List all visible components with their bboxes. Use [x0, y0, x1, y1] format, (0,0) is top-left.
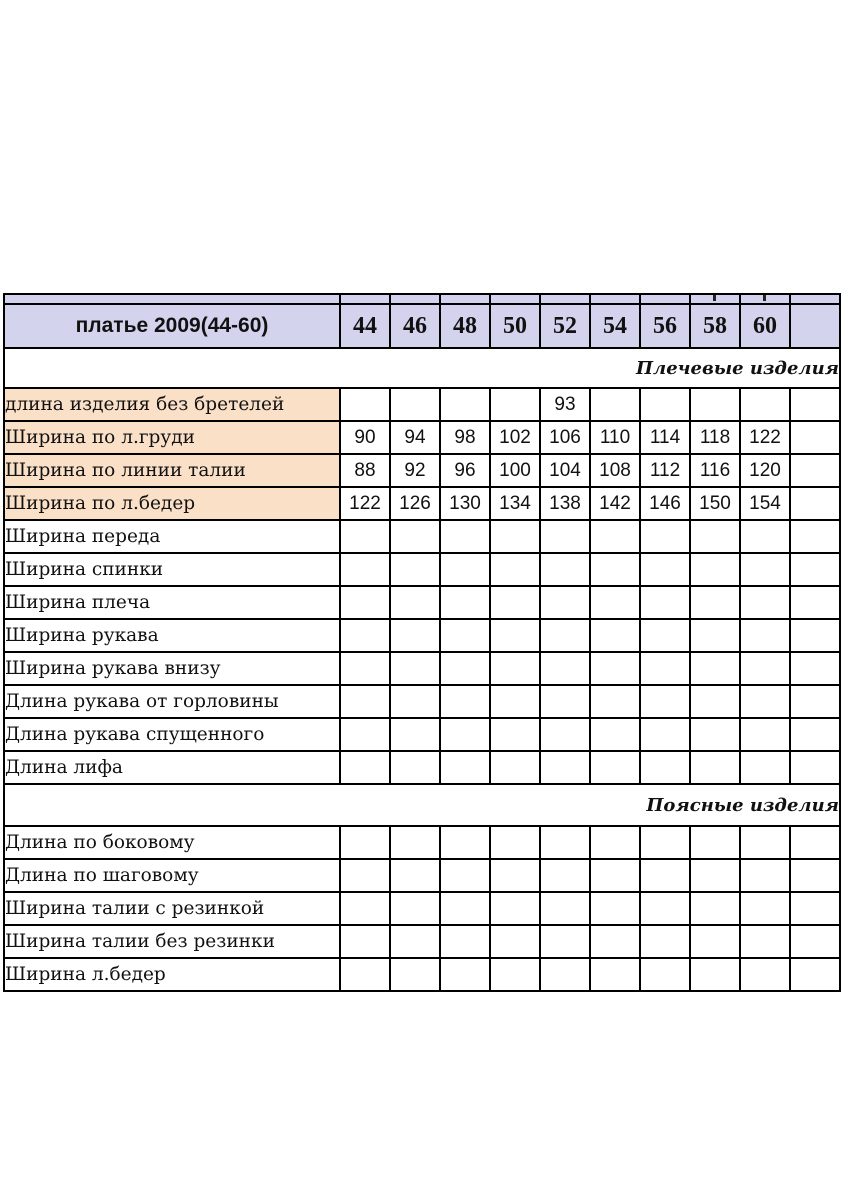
measurement-value-46 — [390, 826, 440, 859]
measurement-value-48 — [440, 751, 490, 784]
measurement-value-56 — [640, 892, 690, 925]
table-row — [4, 388, 840, 421]
measurement-value-60: 120 — [740, 454, 790, 487]
measurement-value-52 — [540, 958, 590, 991]
measurement-value-48 — [440, 859, 490, 892]
measurement-label: Ширина рукава — [4, 619, 340, 652]
size-chart-sheet — [3, 293, 839, 1023]
measurement-value-58 — [690, 685, 740, 718]
header-strip-cell — [790, 294, 840, 304]
measurement-value-54: 110 — [590, 421, 640, 454]
measurement-value-56 — [640, 520, 690, 553]
measurement-value-48: 96 — [440, 454, 490, 487]
table-body — [4, 294, 840, 991]
size-header-44: 44 — [340, 304, 390, 348]
measurement-value-44 — [340, 925, 390, 958]
measurement-value-50: 100 — [490, 454, 540, 487]
measurement-value-50 — [490, 859, 540, 892]
measurement-label: Ширина спинки — [4, 553, 340, 586]
header-strip-cell — [590, 294, 640, 304]
row-extra-cell — [790, 454, 840, 487]
table-row — [4, 826, 840, 859]
measurement-value-58: 118 — [690, 421, 740, 454]
measurement-value-48 — [440, 388, 490, 421]
measurement-value-50 — [490, 826, 540, 859]
measurement-value-60 — [740, 619, 790, 652]
measurement-value-46 — [390, 751, 440, 784]
measurement-value-52 — [540, 751, 590, 784]
row-extra-cell — [790, 652, 840, 685]
measurement-value-52 — [540, 652, 590, 685]
measurement-value-52 — [540, 553, 590, 586]
size-header-56: 56 — [640, 304, 690, 348]
measurement-value-52: 106 — [540, 421, 590, 454]
measurement-value-50: 134 — [490, 487, 540, 520]
measurement-label: Ширина рукава внизу — [4, 652, 340, 685]
size-header-46: 46 — [390, 304, 440, 348]
measurement-value-60 — [740, 553, 790, 586]
measurement-value-56 — [640, 685, 690, 718]
table-row — [4, 619, 840, 652]
measurement-value-58 — [690, 958, 740, 991]
measurement-value-58: 116 — [690, 454, 740, 487]
measurement-value-50 — [490, 685, 540, 718]
section-row — [4, 348, 840, 388]
measurement-label: Длина по шаговому — [4, 859, 340, 892]
measurement-value-58 — [690, 388, 740, 421]
measurement-value-52 — [540, 718, 590, 751]
measurement-value-58 — [690, 892, 740, 925]
measurement-value-56 — [640, 388, 690, 421]
measurement-value-56 — [640, 826, 690, 859]
measurement-value-60 — [740, 958, 790, 991]
measurement-value-58 — [690, 652, 740, 685]
measurement-value-58 — [690, 826, 740, 859]
measurement-value-48 — [440, 652, 490, 685]
measurement-value-44 — [340, 586, 390, 619]
measurement-value-44: 88 — [340, 454, 390, 487]
measurement-value-54 — [590, 958, 640, 991]
measurement-value-54 — [590, 619, 640, 652]
row-extra-cell — [790, 925, 840, 958]
measurement-value-60: 122 — [740, 421, 790, 454]
table-title: платье 2009(44-60) — [4, 304, 340, 348]
measurement-value-60 — [740, 586, 790, 619]
measurement-value-56 — [640, 652, 690, 685]
measurement-value-44 — [340, 652, 390, 685]
measurement-value-52 — [540, 586, 590, 619]
measurement-value-48 — [440, 553, 490, 586]
measurement-label: Длина лифа — [4, 751, 340, 784]
measurement-value-46 — [390, 892, 440, 925]
measurement-label: длина изделия без бретелей — [4, 388, 340, 421]
table-row — [4, 652, 840, 685]
measurement-value-44 — [340, 619, 390, 652]
measurement-value-58 — [690, 553, 740, 586]
measurement-value-48 — [440, 520, 490, 553]
size-header-52: 52 — [540, 304, 590, 348]
measurement-value-48 — [440, 826, 490, 859]
measurement-value-60 — [740, 859, 790, 892]
measurement-value-48 — [440, 586, 490, 619]
table-row — [4, 958, 840, 991]
measurement-value-50 — [490, 553, 540, 586]
measurement-value-56 — [640, 619, 690, 652]
measurement-value-54 — [590, 520, 640, 553]
measurement-value-54 — [590, 553, 640, 586]
row-extra-cell — [790, 619, 840, 652]
section-heading: Поясные изделия — [4, 784, 840, 826]
measurement-value-58 — [690, 718, 740, 751]
measurement-value-54: 108 — [590, 454, 640, 487]
table-row — [4, 859, 840, 892]
measurement-value-54 — [590, 859, 640, 892]
measurement-value-60 — [740, 925, 790, 958]
row-extra-cell — [790, 859, 840, 892]
measurement-label: Длина рукава спущенного — [4, 718, 340, 751]
measurement-value-54 — [590, 586, 640, 619]
measurement-value-50 — [490, 652, 540, 685]
measurement-value-46 — [390, 520, 440, 553]
header-strip-cell — [440, 294, 490, 304]
measurement-value-58 — [690, 751, 740, 784]
header-row — [4, 304, 840, 348]
table-row — [4, 553, 840, 586]
measurement-value-52: 104 — [540, 454, 590, 487]
measurement-value-46 — [390, 388, 440, 421]
header-strip-cell — [340, 294, 390, 304]
measurement-value-60 — [740, 751, 790, 784]
measurement-value-46: 92 — [390, 454, 440, 487]
measurement-value-50 — [490, 751, 540, 784]
measurement-value-52: 138 — [540, 487, 590, 520]
measurement-value-44: 90 — [340, 421, 390, 454]
measurement-value-56: 114 — [640, 421, 690, 454]
measurement-value-52 — [540, 925, 590, 958]
measurement-value-46 — [390, 718, 440, 751]
table-row — [4, 925, 840, 958]
row-extra-cell — [790, 751, 840, 784]
measurement-label: Ширина по л.бедер — [4, 487, 340, 520]
measurement-value-56 — [640, 586, 690, 619]
measurement-value-46: 126 — [390, 487, 440, 520]
measurement-value-48: 98 — [440, 421, 490, 454]
measurement-value-44 — [340, 859, 390, 892]
row-extra-cell — [790, 958, 840, 991]
measurement-value-56 — [640, 958, 690, 991]
measurement-value-48 — [440, 718, 490, 751]
measurement-value-52 — [540, 859, 590, 892]
section-row — [4, 784, 840, 826]
measurement-value-60 — [740, 892, 790, 925]
measurement-value-46 — [390, 859, 440, 892]
row-extra-cell — [790, 718, 840, 751]
measurement-value-44: 122 — [340, 487, 390, 520]
table-row — [4, 421, 840, 454]
measurement-value-54 — [590, 718, 640, 751]
row-extra-cell — [790, 685, 840, 718]
table-row — [4, 487, 840, 520]
header-top-strip — [4, 294, 840, 304]
measurement-value-44 — [340, 553, 390, 586]
measurement-value-50 — [490, 958, 540, 991]
row-extra-cell — [790, 586, 840, 619]
measurement-value-58 — [690, 859, 740, 892]
size-header-58: 58 — [690, 304, 740, 348]
row-extra-cell — [790, 487, 840, 520]
measurement-value-52 — [540, 520, 590, 553]
measurement-value-48: 130 — [440, 487, 490, 520]
row-extra-cell — [790, 892, 840, 925]
measurement-value-46 — [390, 685, 440, 718]
measurement-label: Длина по боковому — [4, 826, 340, 859]
row-extra-cell — [790, 553, 840, 586]
table-row — [4, 751, 840, 784]
measurement-label: Ширина по линии талии — [4, 454, 340, 487]
measurement-value-50 — [490, 586, 540, 619]
row-extra-cell — [790, 388, 840, 421]
header-extra-cell — [790, 304, 840, 348]
measurement-value-54 — [590, 751, 640, 784]
measurement-value-54: 142 — [590, 487, 640, 520]
measurement-value-52 — [540, 826, 590, 859]
measurement-value-58 — [690, 586, 740, 619]
measurement-label: Ширина переда — [4, 520, 340, 553]
measurement-value-54 — [590, 652, 640, 685]
measurement-value-50 — [490, 718, 540, 751]
measurement-value-52: 93 — [540, 388, 590, 421]
measurement-value-56 — [640, 859, 690, 892]
measurement-value-60: 154 — [740, 487, 790, 520]
size-header-50: 50 — [490, 304, 540, 348]
measurement-value-56 — [640, 751, 690, 784]
measurement-value-44 — [340, 718, 390, 751]
row-extra-cell — [790, 421, 840, 454]
measurement-value-52 — [540, 619, 590, 652]
measurement-value-50 — [490, 388, 540, 421]
header-strip-cell — [690, 294, 740, 304]
measurement-value-60 — [740, 826, 790, 859]
measurement-value-44 — [340, 826, 390, 859]
row-extra-cell — [790, 520, 840, 553]
table-row — [4, 520, 840, 553]
measurement-value-56: 112 — [640, 454, 690, 487]
measurement-value-50 — [490, 925, 540, 958]
measurement-value-50 — [490, 892, 540, 925]
measurement-value-44 — [340, 388, 390, 421]
measurement-value-46 — [390, 958, 440, 991]
table-row — [4, 454, 840, 487]
header-strip-cell — [490, 294, 540, 304]
header-strip-cell — [540, 294, 590, 304]
measurement-value-56 — [640, 553, 690, 586]
measurement-value-60 — [740, 652, 790, 685]
size-header-48: 48 — [440, 304, 490, 348]
table-row — [4, 718, 840, 751]
measurement-value-54 — [590, 892, 640, 925]
measurement-value-60 — [740, 520, 790, 553]
measurement-value-60 — [740, 718, 790, 751]
measurement-value-46 — [390, 553, 440, 586]
measurement-value-48 — [440, 892, 490, 925]
measurement-value-46 — [390, 619, 440, 652]
measurement-value-50: 102 — [490, 421, 540, 454]
size-header-60: 60 — [740, 304, 790, 348]
measurement-label: Ширина л.бедер — [4, 958, 340, 991]
measurement-label: Длина рукава от горловины — [4, 685, 340, 718]
measurement-value-60 — [740, 685, 790, 718]
measurement-label: Ширина талии с резинкой — [4, 892, 340, 925]
measurement-value-52 — [540, 685, 590, 718]
measurement-value-48 — [440, 925, 490, 958]
measurement-value-56: 146 — [640, 487, 690, 520]
measurement-value-54 — [590, 925, 640, 958]
measurement-value-54 — [590, 388, 640, 421]
measurement-value-44 — [340, 520, 390, 553]
table-row — [4, 892, 840, 925]
measurement-value-52 — [540, 892, 590, 925]
measurement-value-60 — [740, 388, 790, 421]
measurement-value-58 — [690, 520, 740, 553]
measurement-value-58: 150 — [690, 487, 740, 520]
header-strip-cell — [640, 294, 690, 304]
measurement-value-50 — [490, 619, 540, 652]
row-extra-cell — [790, 826, 840, 859]
measurement-value-58 — [690, 619, 740, 652]
measurement-value-48 — [440, 958, 490, 991]
measurement-value-56 — [640, 718, 690, 751]
table-row — [4, 685, 840, 718]
measurement-value-48 — [440, 685, 490, 718]
header-strip-cell — [390, 294, 440, 304]
measurement-value-44 — [340, 958, 390, 991]
measurement-label: Ширина по л.груди — [4, 421, 340, 454]
measurement-value-48 — [440, 619, 490, 652]
measurement-value-44 — [340, 751, 390, 784]
header-strip-cell — [740, 294, 790, 304]
measurement-value-44 — [340, 892, 390, 925]
measurement-value-46 — [390, 652, 440, 685]
measurement-value-58 — [690, 925, 740, 958]
measurement-value-46 — [390, 925, 440, 958]
measurement-value-54 — [590, 685, 640, 718]
measurement-value-50 — [490, 520, 540, 553]
section-heading: Плечевые изделия — [4, 348, 840, 388]
header-strip-cell — [4, 294, 340, 304]
measurement-value-46 — [390, 586, 440, 619]
table-row — [4, 586, 840, 619]
measurement-value-56 — [640, 925, 690, 958]
measurement-value-46: 94 — [390, 421, 440, 454]
size-chart-table — [3, 293, 841, 992]
measurement-label: Ширина талии без резинки — [4, 925, 340, 958]
measurement-value-54 — [590, 826, 640, 859]
measurement-value-44 — [340, 685, 390, 718]
measurement-label: Ширина плеча — [4, 586, 340, 619]
size-header-54: 54 — [590, 304, 640, 348]
